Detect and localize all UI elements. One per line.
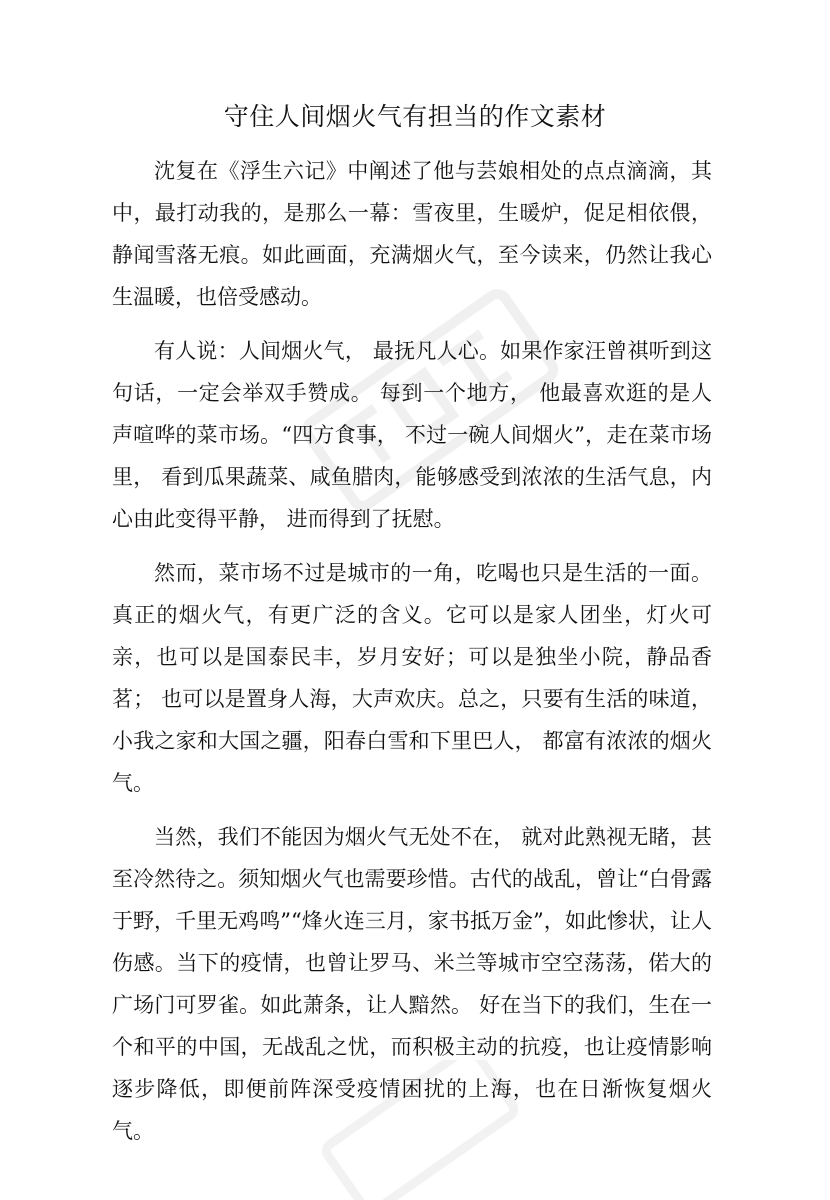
paragraph: 有人说：人间烟火气， 最抚凡人心。如果作家汪曾祺听到这句话，一定会举双手赞成。 每到一个地方， 他最喜欢逛的是人声喧哗的菜市场。“四方食事， 不过一碗人间烟火”，走在菜市场里， 看到瓜果蔬菜、咸鱼腊肉，能够感受到浓浓的生活气息，内心由此变得平静， 进而得到了抚慰。 [112, 339, 712, 531]
paragraph: 当然，我们不能因为烟火气无处不在， 就对此熟视无睹，甚至冷然待之。须知烟火气也需要珍惜。古代的战乱，曾让“白骨露于野，千里无鸡鸣”“烽火连三月，家书抵万金”，如此惨状，让人伤感。当下的疫情，也曾让罗马、米兰等城市空空荡荡，偌大的广场门可罗雀。如此萧条，让人黯然。 好在当下的我们，生在一个和平的中国，无战乱之忧，而积极主动的抗疫，也让疫情影响逐步降低，即便前阵深受疫情困扰的上海，也在日渐恢复烟火气。 [112, 825, 712, 1143]
paragraph: 沈复在《浮生六记》中阐述了他与芸娘相处的点点滴滴，其中，最打动我的，是那么一幕：雪夜里，生暖炉，促足相依偎，静闻雪落无痕。如此画面，充满烟火气，至今读来，仍然让我心生温暖，也倍受感动。 [112, 159, 712, 309]
document-body [112, 150, 712, 1164]
document-title: 守住人间烟火气有担当的作文素材 [223, 102, 607, 131]
paragraph: 然而，菜市场不过是城市的一角，吃喝也只是生活的一面。 真正的烟火气，有更广泛的含义。它可以是家人团坐，灯火可亲，也可以是国泰民丰，岁月安好；可以是独坐小院，静品香茗； 也可以是置身人海，大声欢庆。总之，只要有生活的味道，小我之家和大国之疆，阳春白雪和下里巴人， 都富有浓浓的烟火气。 [112, 561, 712, 795]
